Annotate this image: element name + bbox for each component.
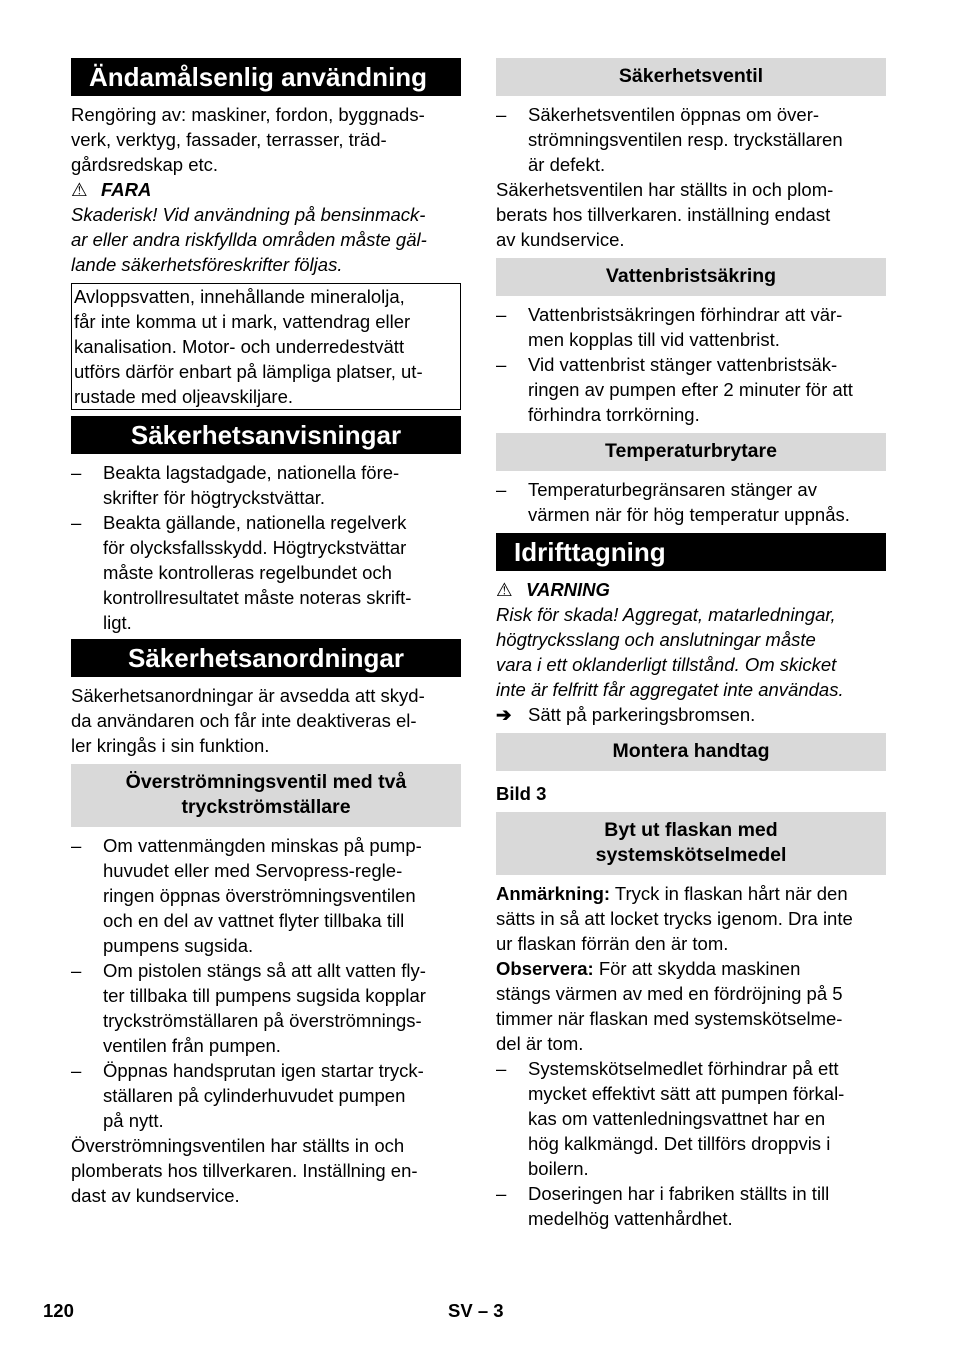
fara-warning-text: Skaderisk! Vid användning på bensinmack- ar eller andra riskfyllda områden måste gäl- lande säkerhetsföreskrifter följas. [71, 204, 427, 275]
list-item: – Om vattenmängden minskas på pump- huvudet eller med Servopress-regle- ringen öppnas överströmningsventilen och en del av vattnet flyter tillbaka till pumpens sugsida. [71, 835, 422, 956]
varning-warning-text: Risk för skada! Aggregat, matarledningar, högtrycksslang och anslutningar måste vara i ett oklanderligt tillstånd. Om skicket inte är felfritt får aggregatet inte användas. [496, 604, 844, 700]
page-number: 120 [43, 1300, 74, 1321]
list-item: – Vattenbristsäkringen förhindrar att vär- men kopplas till vid vattenbrist. [496, 304, 843, 350]
environment-notice-box: Avloppsvatten, innehållande mineralolja, får inte komma ut i mark, vattendrag eller kanalisation. Motor- och underredestvätt utförs därför enbart på lämpliga platser, ut- rustade med oljeavskiljare. [71, 283, 461, 410]
paragraph-sakerhetsanordningar: Säkerhetsanordningar är avsedda att skyd- da användaren och får inte deaktiveras el- ler kringås i sin funktion. [71, 685, 425, 756]
varning-warning-heading: ⚠ VARNING [496, 579, 610, 600]
section-label: SV – 3 [448, 1300, 504, 1321]
heading-idrifttagning: Idrifttagning [496, 533, 886, 571]
paragraph-sakerhetsventil: Säkerhetsventilen har ställts in och plom- berats hos tillverkaren. inställning endast av kundservice. [496, 179, 834, 250]
subheading-sakerhetsventil: Säkerhetsventil [496, 58, 886, 96]
paragraph-anmarkning: Anmärkning: Tryck in flaskan hårt när den sätts in så att locket trycks igenom. Dra inte ur flaskan förrän den är tom. [496, 883, 853, 954]
fara-warning-heading: ⚠ FARA [71, 179, 152, 200]
warning-triangle-icon: ⚠ [496, 579, 513, 600]
list-item: – Temperaturbegränsaren stänger av värmen när för hög temperatur uppnås. [496, 479, 850, 525]
heading-sakerhetsanvisningar: Säkerhetsanvisningar [71, 416, 461, 454]
arrow-right-icon: ➔ [496, 704, 512, 725]
subheading-temperaturbrytare: Temperaturbrytare [496, 433, 886, 471]
paragraph-overstromningsventil: Överströmningsventilen har ställts in och plomberats hos tillverkaren. Inställning en- dast av kundservice. [71, 1135, 418, 1206]
subheading-montera-handtag: Montera handtag [496, 733, 886, 771]
paragraph-observera: Observera: För att skydda maskinen stängs värmen av med en fördröjning på 5 timmer när flaskan med systemskötselme- del är tom. [496, 958, 843, 1054]
heading-andamalsenlig-anvandning: Ändamålsenlig användning [71, 58, 461, 96]
left-column [71, 58, 461, 1208]
list-item: – Systemskötselmedlet förhindrar på ett mycket effektivt sätt att pumpen förkal- kas om vattenledningsvattnet har en hög kalkmängd. Det tillförs droppvis i boilern. [496, 1058, 845, 1179]
list-item: – Vid vattenbrist stänger vattenbristsäk- ringen av pumpen efter 2 minuter för att förhindra torrkörning. [496, 354, 853, 425]
list-item: – Om pistolen stängs så att allt vatten fly- ter tillbaka till pumpens sugsida kopplar tryckströmställaren på överströmnings- ventilen från pumpen. [71, 960, 426, 1056]
right-column [496, 58, 886, 1231]
list-item: – Beakta gällande, nationella regelverk för olycksfallsskydd. Högtryckstvättar måste kontrolleras regelbundet och kontrollresultatet måste noteras skrift- ligt. [71, 512, 412, 633]
subheading-vattenbristsakring: Vattenbristsäkring [496, 258, 886, 296]
list-item: – Beakta lagstadgade, nationella före- skrifter för högtryckstvättar. [71, 462, 400, 508]
paragraph-rengoring: Rengöring av: maskiner, fordon, byggnads- verk, verktyg, fassader, terrasser, träd- gårdsredskap etc. [71, 104, 425, 175]
subheading-overstromningsventil: Överströmningsventil med två tryckströmställare [71, 764, 461, 827]
subheading-byt-ut-flaskan: Byt ut flaskan med systemskötselmedel [496, 812, 886, 875]
heading-sakerhetsanordningar: Säkerhetsanordningar [71, 639, 461, 677]
figure-reference: Bild 3 [496, 783, 547, 804]
instruction-step: ➔ Sätt på parkeringsbromsen. [496, 704, 756, 725]
list-item: – Säkerhetsventilen öppnas om över- strömningsventilen resp. tryckställaren är defekt. [496, 104, 843, 175]
warning-triangle-icon: ⚠ [71, 179, 88, 200]
list-item: – Doseringen har i fabriken ställts in till medelhög vattenhårdhet. [496, 1183, 830, 1229]
list-item: – Öppnas handsprutan igen startar tryck- ställaren på cylinderhuvudet pumpen på nytt. [71, 1060, 424, 1131]
